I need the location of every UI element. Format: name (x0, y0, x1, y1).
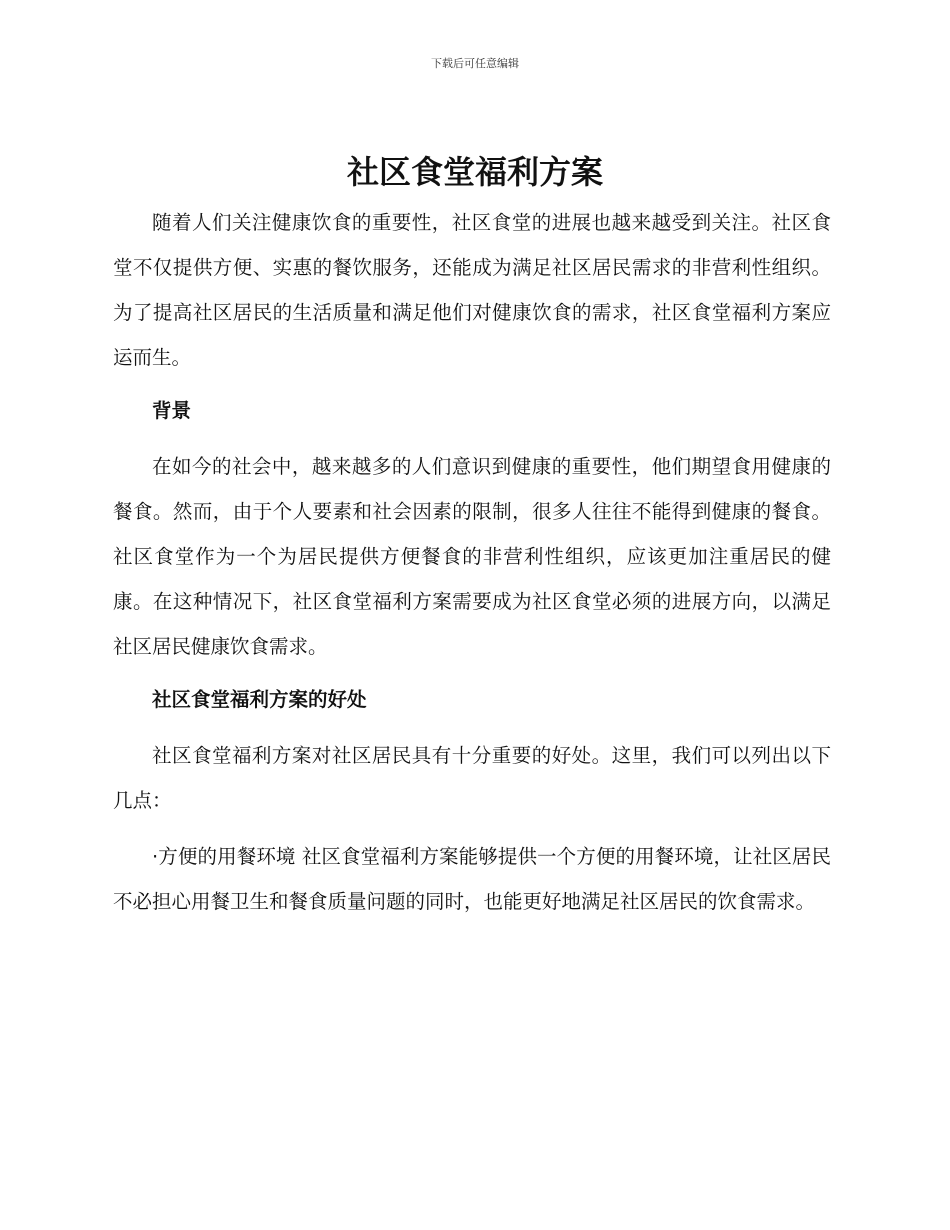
section-heading-background: 背景 (152, 399, 192, 422)
section-heading-benefits: 社区食堂福利方案的好处 (152, 688, 367, 711)
document-title: 社区食堂福利方案 (346, 153, 603, 191)
benefits-paragraph: 社区食堂福利方案对社区居民具有十分重要的好处。这里，我们可以列出以下几点： (113, 744, 831, 812)
document-body (113, 200, 831, 924)
bullet-marker: · (152, 845, 159, 868)
bullet-item (113, 834, 831, 924)
header-note: 下载后可任意编辑 (431, 57, 519, 70)
bullet-text: 方便的用餐环境 社区食堂福利方案能够提供一个方便的用餐环境，让社区居民不必担心用餐卫生和餐食质量问题的同时，也能更好地满足社区居民的饮食需求。 (113, 845, 831, 913)
background-paragraph: 在如今的社会中，越来越多的人们意识到健康的重要性，他们期望食用健康的餐食。然而，由于个人要素和社会因素的限制，很多人往往不能得到健康的餐食。社区食堂作为一个为居民提供方便餐食的非营利性组织，应该更加注重居民的健康。在这种情况下，社区食堂福利方案需要成为社区食堂必须的进展方向，以满足社区居民健康饮食需求。 (113, 455, 831, 658)
intro-paragraph: 随着人们关注健康饮食的重要性，社区食堂的进展也越来越受到关注。社区食堂不仅提供方便、实惠的餐饮服务，还能成为满足社区居民需求的非营利性组织。为了提高社区居民的生活质量和满足他们对健康饮食的需求，社区食堂福利方案应运而生。 (113, 211, 831, 369)
